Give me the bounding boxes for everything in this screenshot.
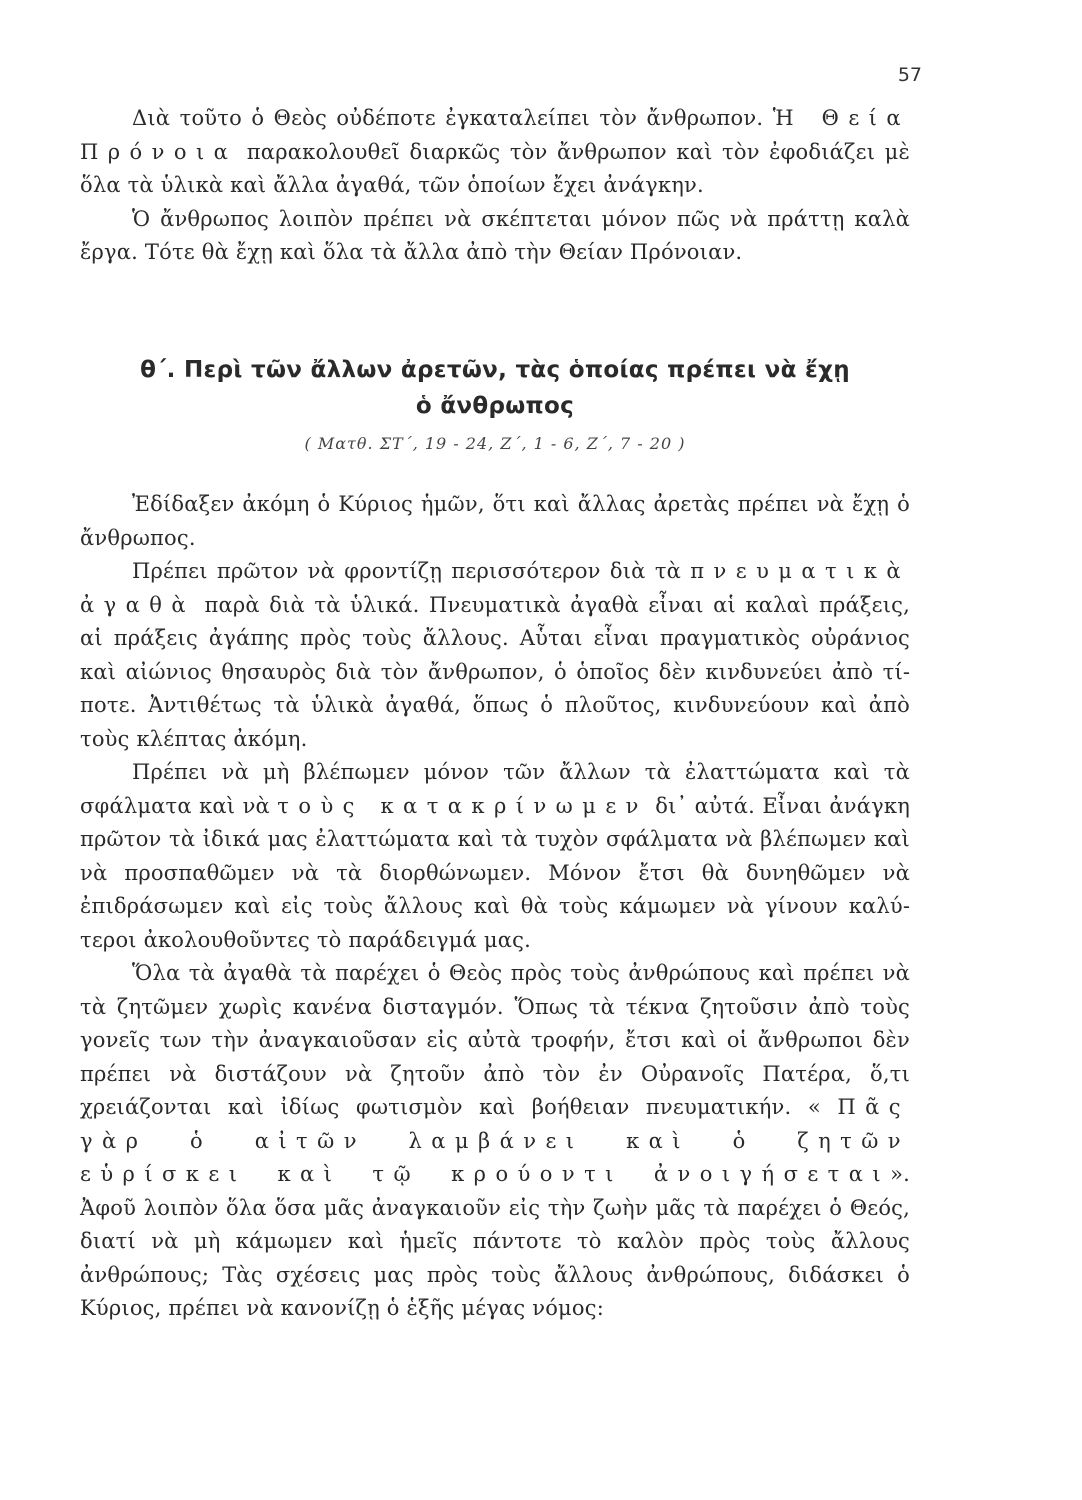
paragraph [80, 756, 910, 957]
emphasized-text: τοὺς κατακρίνωμεν [277, 793, 648, 818]
paragraph [80, 555, 910, 756]
text-run: Πρέπει νὰ μὴ βλέπωμεν μόνον τῶν ἄλλων τὰ ἐλαττώματα καὶ τὰ σφάλματα καὶ νὰ [80, 760, 910, 818]
paragraph [80, 957, 910, 1326]
section-heading [80, 352, 910, 424]
text-run: παρὰ διὰ τὰ ὑλικά. Πνευματικὰ ἀγαθὰ εἶναι αἱ καλαὶ πράξεις, αἱ πράξεις ἀγάπης πρὸς τοὺς ἄλλους. Αὗται εἶναι πραγματικὸς οὐράνιος καὶ αἰώνιος θησαυρὸς διὰ τὸν ἄνθρωπον, ὁ ὁποῖος δὲν κινδυνεύει ἀπὸ τίποτε. Ἀντιθέτως τὰ ὑλικὰ ἀγαθά, ὅπως ὁ πλοῦτος, κινδυνεύουν καὶ ἀπὸ τοὺς κλέπτας ἀκόμη. [80, 592, 910, 751]
section-heading-line: ὁ ἄνθρωπος [415, 393, 575, 419]
page-number: 57 [897, 64, 922, 86]
section-heading-block [80, 352, 910, 453]
text-run: Ὅλα τὰ ἀγαθὰ τὰ παρέχει ὁ Θεὸς πρὸς τοὺς ἀνθρώπους καὶ πρέπει νὰ τὰ ζητῶμεν χωρὶς κανένα δισταγμόν. Ὅπως τὰ τέκνα ζητοῦσιν ἀπὸ τοὺς γονεῖς των τὴν ἀναγκαιοῦσαν εἰς αὐτὰ τροφήν, ἔτσι καὶ οἱ ἄνθρωποι δὲν πρέπει νὰ διστάζουν νὰ ζητοῦν ἀπὸ τὸν ἐν Οὐρανοῖς Πατέρα, ὅ,τι χρειάζονται καὶ ἰδίως φωτισμὸν καὶ βοήθειαν πνευματικήν. « [80, 961, 910, 1119]
body-text [80, 488, 910, 1326]
emphasized-text: Πᾶς γὰρ ὁ αἰτῶν λαμβάνει καὶ ὁ ζητῶν εὑρίσκει καὶ τῷ κρούοντι ἀνοιγήσεται [80, 1095, 910, 1186]
text-run: Πρέπει πρῶτον νὰ φροντίζῃ περισσότερον διὰ τὰ [132, 559, 691, 583]
paragraph [80, 102, 910, 203]
scripture-reference: ( Ματθ. ΣΤ΄, 19 - 24, Ζ΄, 1 - 6, Ζ΄, 7 - 20 ) [304, 434, 686, 453]
section-heading-line: θ΄. Περὶ τῶν ἄλλων ἀρετῶν, τὰς ὁποίας πρέπει νὰ ἔχῃ [140, 357, 850, 383]
emphasized-text: πνευματικὰ ἀγαθὰ [80, 559, 910, 617]
text-run: Διὰ τοῦτο ὁ Θεὸς οὐδέποτε ἐγκαταλείπει τὸν ἄνθρωπον. [132, 106, 773, 130]
intro-text [80, 102, 910, 270]
paragraph: Ἐδίδαξεν ἀκόμη ὁ Κύριος ἡμῶν, ὅτι καὶ ἄλλας ἀρετὰς πρέπει νὰ ἔχῃ ὁ ἄνθρωπος. [80, 492, 910, 550]
text-run: παρακολουθεῖ διαρκῶς τὸν ἄνθρωπον καὶ τὸν ἐφοδιάζει μὲ ὅλα τὰ ὑλικὰ καὶ ἄλλα ἀγαθά, τῶν ὁποίων ἔχει ἀνάγκην. [80, 139, 910, 197]
paragraph: Ὁ ἄνθρωπος λοιπὸν πρέπει νὰ σκέπτεται μόνον πῶς νὰ πράττῃ καλὰ ἔργα. Τότε θὰ ἔχῃ καὶ ὅλα τὰ ἄλλα ἀπὸ τὴν Θείαν Πρόνοιαν. [80, 206, 910, 264]
text-run: δι᾽ αὐτά. Εἶναι ἀνάγκη πρῶτον τὰ ἰδικά μας ἐλαττώματα καὶ τὰ τυχὸν σφάλματα νὰ βλέπωμεν καὶ νὰ προσπαθῶμεν νὰ τὰ διορθώνωμεν. Μόνον ἔτσι θὰ δυνηθῶμεν νὰ ἐπιδράσωμεν καὶ εἰς τοὺς ἄλλους καὶ θὰ τοὺς κάμωμεν νὰ γίνουν καλύτεροι ἀκολουθοῦντες τὸ παράδειγμά μας. [80, 793, 911, 952]
emphasized-text: Ἡ Θεία Πρόνοια [80, 106, 910, 164]
text-run: ». Ἀφοῦ λοιπὸν ὅλα ὅσα μᾶς ἀναγκαιοῦν εἰς τὴν ζωὴν μᾶς τὰ παρέχει ὁ Θεός, διατί νὰ μὴ κάμωμεν καὶ ἡμεῖς πάντοτε τὸ καλὸν πρὸς τοὺς ἄλλους ἀνθρώπους; Τὰς σχέσεις μας πρὸς τοὺς ἄλλους ἀνθρώπους, διδάσκει ὁ Κύριος, πρέπει νὰ κανονίζῃ ὁ ἑξῆς μέγας νόμος: [80, 1162, 910, 1320]
